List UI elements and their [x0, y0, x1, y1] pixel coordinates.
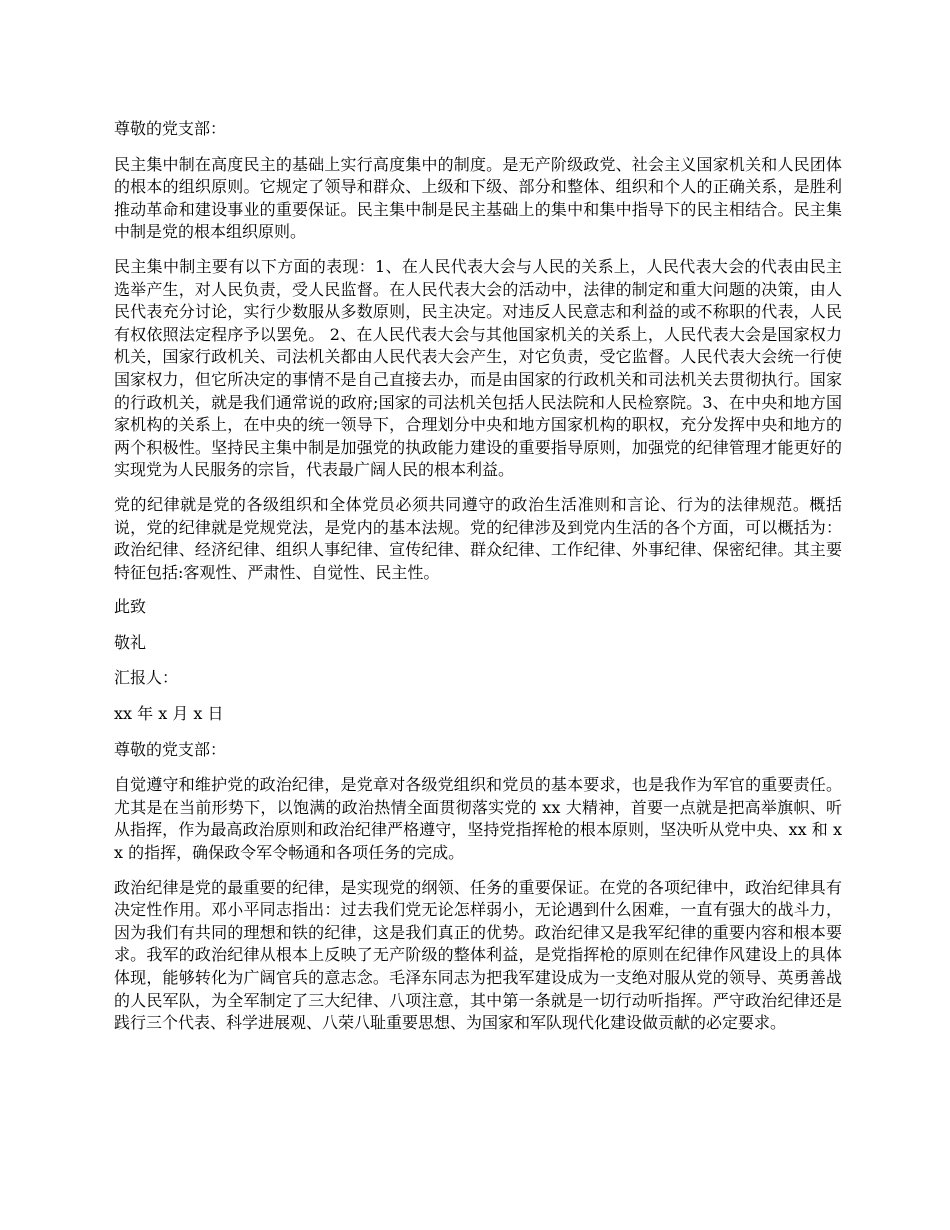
- paragraph-discipline-importance: 政治纪律是党的最重要的纪律，是实现党的纲领、任务的重要保证。在党的各项纪律中，政治纪律具有决定性作用。邓小平同志指出：过去我们党无论怎样弱小，无论遇到什么困难，一直有强大的战斗力，因为我们有共同的理想和铁的纪律，这是我们真正的优势。政治纪律又是我军纪律的重要内容和根本要求。我军的政治纪律从根本上反映了无产阶级的整体利益，是党指挥枪的原则在纪律作风建设上的具体体现，能够转化为广阔官兵的意志念。毛泽东同志为把我军建设成为一支绝对服从党的领导、英勇善战的人民军队，为全军制定了三大纪律、八项注意，其中第一条就是一切行动听指挥。严守政治纪律还是践行三个代表、科学进展观、八荣八耻重要思想、为国家和军队现代化建设做贡献的必定要求。: [114, 877, 842, 1033]
- closing-line-2: 敬礼: [114, 632, 147, 652]
- paragraph-political-discipline: 自觉遵守和维护党的政治纪律，是党章对各级党组织和党员的基本要求，也是我作为军官的重要责任。尤其是在当前形势下，以饱满的政治热情全面贯彻落实党的 xx 大精神，首要一点就是把高举旗帜、听从指挥，作为最高政治原则和政治纪律严格遵守，坚持党指挥枪的根本原则，坚决听从党中央、xx 和 xx 的指挥，确保政令军令畅通和各项任务的完成。: [114, 775, 842, 863]
- document-page: [114, 118, 842, 1047]
- paragraph-manifestations: 民主集中制主要有以下方面的表现：1、在人民代表大会与人民的关系上，人民代表大会的代表由民主选举产生，对人民负责，受人民监督。在人民代表大会的活动中，法律的制定和重大问题的决策，由人民代表充分讨论，实行少数服从多数原则，民主决定。对违反人民意志和利益的或不称职的代表，人民有权依照法定程序予以罢免。 2、在人民代表大会与其他国家机关的关系上，人民代表大会是国家权力机关，国家行政机关、司法机关都由人民代表大会产生，对它负责，受它监督。人民代表大会统一行使国家权力，但它所决定的事情不是自己直接去办，而是由国家的行政机关和司法机关去贯彻执行。国家的行政机关，就是我们通常说的政府;国家的司法机关包括人民法院和人民检察院。3、在中央和地方国家机构的关系上，在中央的统一领导下，合理划分中央和地方国家机构的职权，充分发挥中央和地方的两个积极性。坚持民主集中制是加强党的执政能力建设的重要指导原则，加强党的纪律管理才能更好的实现党为人民服务的宗旨，代表最广阔人民的根本利益。: [114, 256, 842, 480]
- reporter-label: 汇报人：: [114, 668, 179, 688]
- paragraph-party-discipline: 党的纪律就是党的各级组织和全体党员必须共同遵守的政治生活准则和言论、行为的法律规范。概括说，党的纪律就是党规党法，是党内的基本法规。党的纪律涉及到党内生活的各个方面，可以概括为：政治纪律、经济纪律、组织人事纪律、宣传纪律、群众纪律、工作纪律、外事纪律、保密纪律。其主要特征包括:客观性、严肃性、自觉性、民主性。: [114, 494, 842, 582]
- salutation: 尊敬的党支部：: [114, 119, 227, 138]
- closing-line-1: 此致: [114, 597, 147, 617]
- paragraph-democratic-centralism: 民主集中制在高度民主的基础上实行高度集中的制度。是无产阶级政党、社会主义国家机关和人民团体的根本的组织原则。它规定了领导和群众、上级和下级、部分和整体、组织和个人的正确关系，是胜利推动革命和建设事业的重要保证。民主集中制是民主基础上的集中和集中指导下的民主相结合。民主集中制是党的根本组织原则。: [114, 154, 842, 242]
- salutation-2: 尊敬的党支部：: [114, 739, 227, 759]
- date-line: xx 年 x 月 x 日: [114, 704, 224, 724]
